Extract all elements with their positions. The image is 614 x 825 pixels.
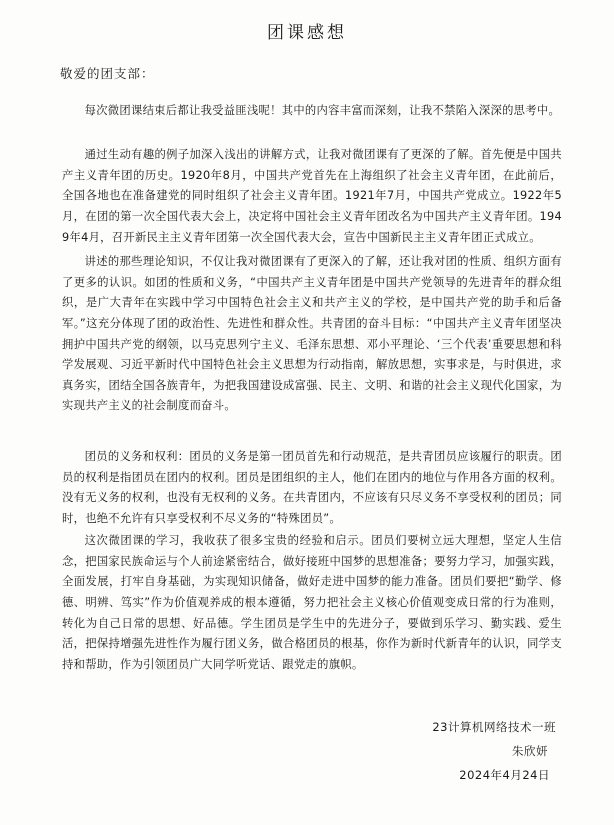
signature-date: 2024年4月24日 <box>459 768 550 782</box>
signature-name: 朱欣妍 <box>512 744 548 758</box>
paragraph-intro: 每次微团课结束后都让我受益匪浅呢！其中的内容丰富而深刻，让我不禁陷入深深的思考中。 <box>84 104 561 118</box>
salutation: 敬爱的团支部： <box>60 66 155 81</box>
page-title: 团课感想 <box>267 23 347 43</box>
signature-class: 23计算机网络技术一班 <box>432 720 556 734</box>
paragraph-history: 通过生动有趣的例子加深入浅出的讲解方式，让我对微团课有了更深的了解。首先便是中国共产主义青年团的历史。1920年8月，中国共产党首先在上海组织了社会主义青年团，在此前后，全国各地也在准备建党的同时组织了社会主义青年团。1921年7月，中国共产党成立。1922年5月，在团的第一次全国代表大会上，决定将中国社会主义青年团改名为中国共产主义青年团。1949年4月，召开新民主主义青年团第一次全国代表大会，宣告中国新民主主义青年团正式成立。 <box>62 148 562 244</box>
paragraph-reflection: 这次微团课的学习，我收获了很多宝贵的经验和启示。团员们要树立远大理想，坚定人生信念，把国家民族命运与个人前途紧密结合，做好接班中国梦的思想准备；要努力学习，加强实践，全面发展，打牢自身基础，为实现知识储备，做好走进中国梦的能力准备。团员们要把“勤学、修德、明辨、笃实”作为价值观养成的根本遵循，努力把社会主义核心价值观变成日常的行为准则，转化为自己日常的思想、好品德。学生团员是学生中的先进分子，要做到乐学习、勤实践、爱生活，把保持增强先进性作为履行团义务，做合格团员的根基，你作为新时代新青年的认识，同学支持和帮助，作为引领团员广大同学听党话、跟党走的旗帜。 <box>62 534 562 671</box>
paragraph-nature: 讲述的那些理论知识，不仅让我对微团课有了更深入的了解，还让我对团的性质、组织方面有了更多的认识。如团的性质和义务，“中国共产主义青年团是中国共产党领导的先进青年的群众组织，是广大青年在实践中学习中国特色社会主义和共产主义的学校，是中国共产党的助手和后备军。”这充分体现了团的政治性、先进性和群众性。共青团的奋斗目标：“中国共产主义青年团坚决拥护中国共产党的纲领，以马克思列宁主义、毛泽东思想、邓小平理论、‘三个代表’重要思想和科学发展观、习近平新时代中国特色社会主义思想为行动指南，解放思想，实事求是，与时俱进，求真务实，团结全国各族青年，为把我国建设成富强、民主、文明、和谐的社会主义现代化国家，为实现共产主义的社会制度而奋斗。 <box>62 255 562 413</box>
paragraph-rights-duties: 团员的义务和权利：团员的义务是第一团员首先和行动规范，是共青团员应该履行的职责。团员的权利是指团员在团内的权利。团员是团组织的主人，他们在团内的地位与作用各方面的权利。没有无义务的权利，也没有无权利的义务。在共青团内，不应该有只尽义务不享受权利的团员；同时，也绝不允许有只享受权利不尽义务的“特殊团员”。 <box>62 450 562 526</box>
